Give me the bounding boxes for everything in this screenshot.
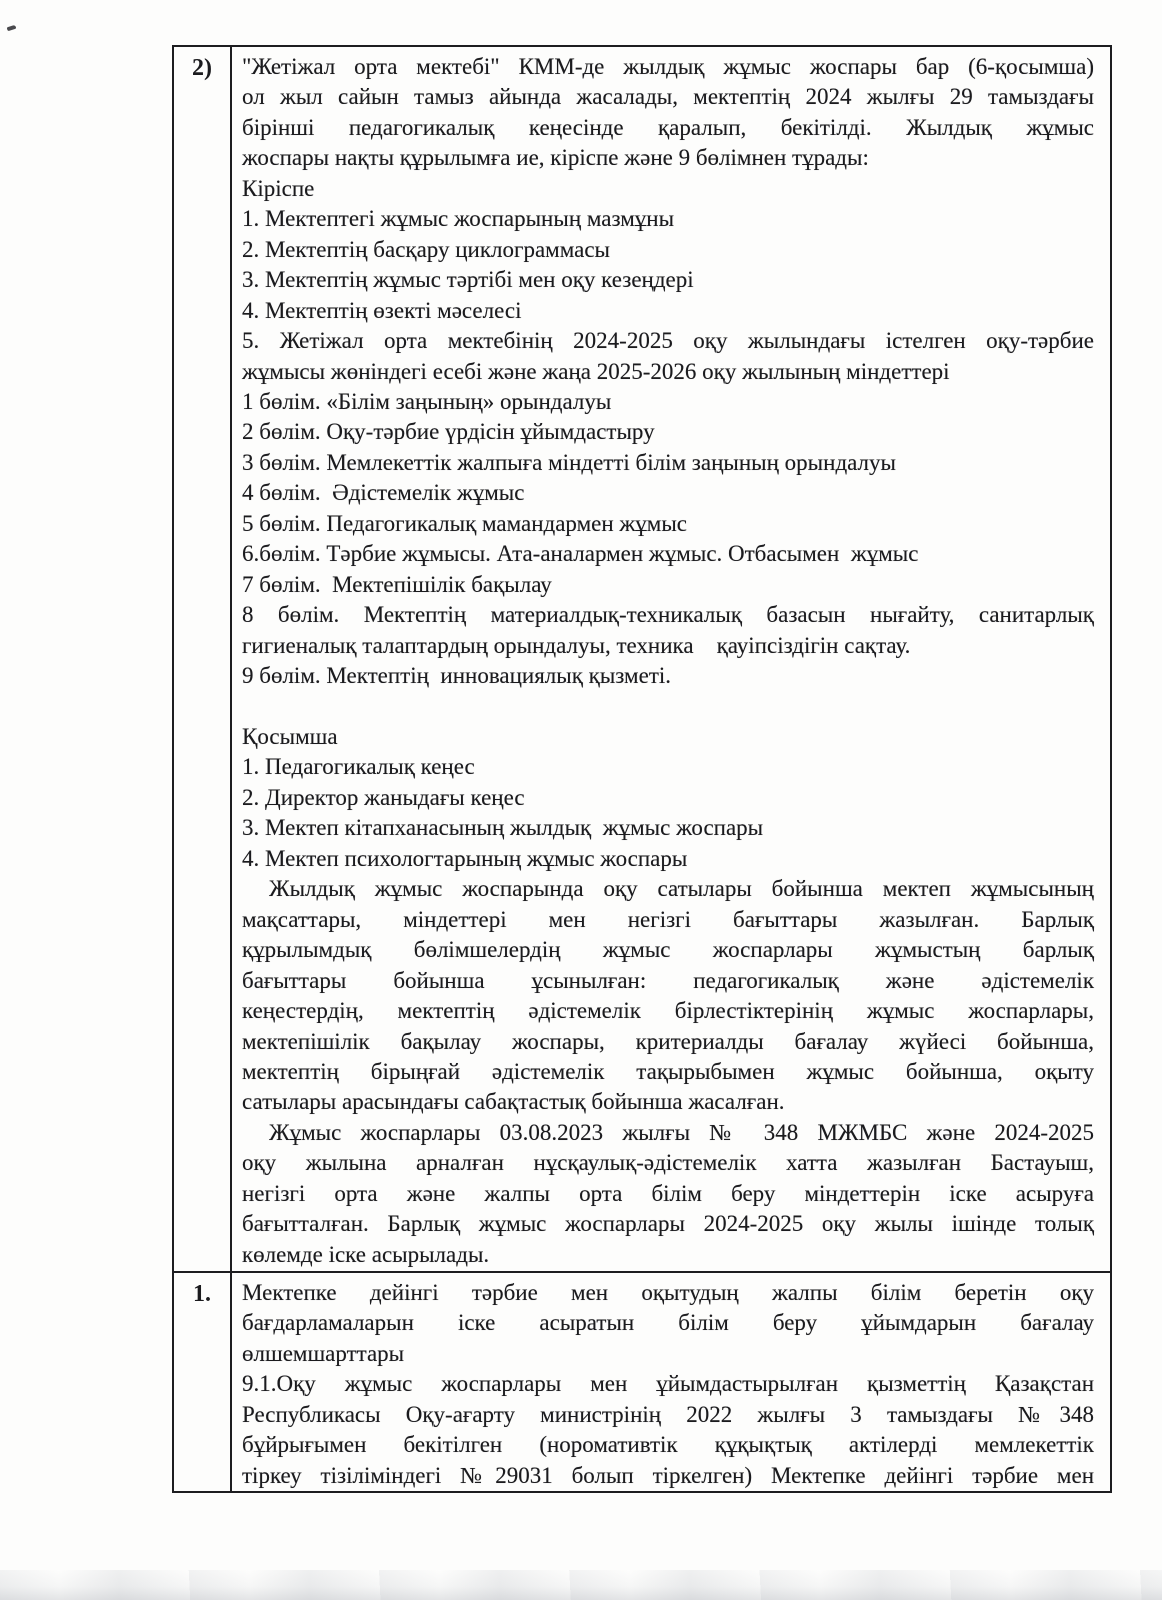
text-line: 4. Мектептің өзекті мәселесі bbox=[242, 297, 522, 323]
text-line: 3. Мектептің жұмыс тәртібі мен оқу кезеңдері bbox=[242, 267, 694, 293]
table-row bbox=[173, 1272, 1111, 1492]
text-line: құрылымдық бөлімшелердің жұмыс жоспарлары жұмыстың барлық bbox=[242, 937, 1094, 963]
text-line: 2. Директор жаныдағы кеңес bbox=[242, 784, 525, 810]
text-line: 7 бөлім. Мектепішілік бақылау bbox=[242, 571, 552, 597]
text-line: көлемде іске асырылады. bbox=[242, 1241, 490, 1267]
text-line: Қосымша bbox=[242, 723, 338, 749]
row-number: 1. bbox=[193, 1281, 211, 1307]
text-line: 9.1.Оқу жұмыс жоспарлары мен ұйымдастырылған қызметтің Қазақстан bbox=[242, 1371, 1094, 1397]
text-line: бағытталған. Барлық жұмыс жоспарлары 2024-2025 оқу жылы ішінде толық bbox=[242, 1211, 1094, 1237]
text-line: жоспары нақты құрылымға ие, кіріспе және 9 бөлімнен тұрады: bbox=[242, 145, 869, 171]
scan-edge-shadow bbox=[0, 1570, 1162, 1600]
text-line: 9 бөлім. Мектептің инновациялық қызметі. bbox=[242, 663, 672, 689]
text-line: кеңестердің, мектептің әдістемелік бірлестіктерінің жұмыс жоспарлары, bbox=[242, 998, 1094, 1024]
document-table bbox=[172, 45, 1112, 1493]
text-line: 4 бөлім. Әдістемелік жұмыс bbox=[242, 480, 525, 506]
text-line: Кіріспе bbox=[242, 175, 315, 201]
text-line: негізгі орта және жалпы орта білім беру міндеттерін іске асыруға bbox=[242, 1180, 1094, 1206]
row-number: 2) bbox=[192, 55, 212, 81]
text-line bbox=[242, 692, 1094, 722]
text-line: 1. Педагогикалық кеңес bbox=[242, 754, 475, 780]
text-line: мектепішілік бақылау жоспары, критериалды бағалау жүйесі бойынша, bbox=[242, 1028, 1094, 1054]
text-line: Мектепке дейінгі тәрбие мен оқытудың жалпы білім беретін оқу bbox=[242, 1280, 1094, 1305]
text-line: 3 бөлім. Мемлекеттік жалпыға міндетті білім заңының орындалуы bbox=[242, 449, 896, 475]
text-line: 1 бөлім. «Білім заңының» орындалуы bbox=[242, 388, 612, 414]
text-line: ол жыл сайын тамыз айында жасалады, мектептің 2024 жылғы 29 тамыздағы bbox=[242, 84, 1094, 110]
text-line: бағыттары бойынша ұсынылған: педагогикалық және әдістемелік bbox=[242, 967, 1094, 993]
ink-speck bbox=[7, 25, 17, 32]
row-text bbox=[242, 52, 1094, 1270]
text-line: 4. Мектеп психологтарының жұмыс жоспары bbox=[242, 845, 688, 871]
row-content-cell bbox=[231, 1272, 1111, 1492]
text-line: Республикасы Оқу-ағарту министрінің 2022 жылғы 3 тамыздағы №348 bbox=[242, 1401, 1094, 1427]
text-line: 2 бөлім. Оқу-тәрбие үрдісін ұйымдастыру bbox=[242, 419, 655, 445]
text-line: гигиеналық талаптардың орындалуы, техника қауіпсіздігін сақтау. bbox=[242, 632, 911, 658]
row-number-cell bbox=[173, 1272, 231, 1492]
text-line: "Жетіжал орта мектебі" КММ-де жылдық жұмыс жоспары бар (6-қосымша) bbox=[242, 54, 1094, 79]
text-line: 1. Мектептегі жұмыс жоспарының мазмұны bbox=[242, 206, 675, 232]
text-line: 6.бөлім. Тәрбие жұмысы. Ата-аналармен жұмыс. Отбасымен жұмыс bbox=[242, 541, 919, 567]
text-line: 2. Мектептің басқару циклограммасы bbox=[242, 236, 610, 262]
text-line: бірінші педагогикалық кеңесінде қаралып, бекітілді. Жылдық жұмыс bbox=[242, 114, 1094, 140]
text-line: өлшемшарттары bbox=[242, 1340, 405, 1366]
text-line: 5. Жетіжал орта мектебінің 2024-2025 оқу жылындағы істелген оқу-тәрбие bbox=[242, 328, 1094, 354]
row-text bbox=[242, 1278, 1094, 1491]
text-line: 8 бөлім. Мектептің материалдық-техникалық базасын нығайту, санитарлық bbox=[242, 602, 1094, 628]
text-line: оқу жылына арналған нұсқаулық-әдістемелік хатта жазылған Бастауыш, bbox=[242, 1150, 1094, 1176]
text-line: бұйрығымен бекітілген (норомативтік құқықтық актілерді мемлекеттік bbox=[242, 1432, 1094, 1458]
text-line: жұмысы жөніндегі есебі және жаңа 2025-2026 оқу жылының міндеттері bbox=[242, 358, 950, 384]
text-line: тіркеу тізіліміндегі №29031 болып тіркелген) Мектепке дейінгі тәрбие мен bbox=[242, 1462, 1094, 1488]
text-line: 5 бөлім. Педагогикалық мамандармен жұмыс bbox=[242, 510, 688, 536]
row-number-cell bbox=[173, 46, 231, 1272]
text-line: 3. Мектеп кітапханасының жылдық жұмыс жоспары bbox=[242, 815, 764, 841]
text-line: бағдарламаларын іске асыратын білім беру ұйымдарын бағалау bbox=[242, 1310, 1094, 1336]
text-line: сатылары арасындағы сабақтастық бойынша жасалған. bbox=[242, 1089, 785, 1115]
text-line: Жұмыс жоспарлары 03.08.2023 жылғы № 348 МЖМБС және 2024-2025 bbox=[269, 1119, 1094, 1145]
text-line: мақсаттары, міндеттері мен негізгі бағыттары жазылған. Барлық bbox=[242, 906, 1094, 932]
text-line: мектептің бірыңғай әдістемелік тақырыбымен жұмыс бойынша, оқыту bbox=[242, 1058, 1094, 1084]
text-line: Жылдық жұмыс жоспарында оқу сатылары бойынша мектеп жұмысының bbox=[269, 876, 1094, 902]
table-row bbox=[173, 46, 1111, 1272]
row-content-cell bbox=[231, 46, 1111, 1272]
